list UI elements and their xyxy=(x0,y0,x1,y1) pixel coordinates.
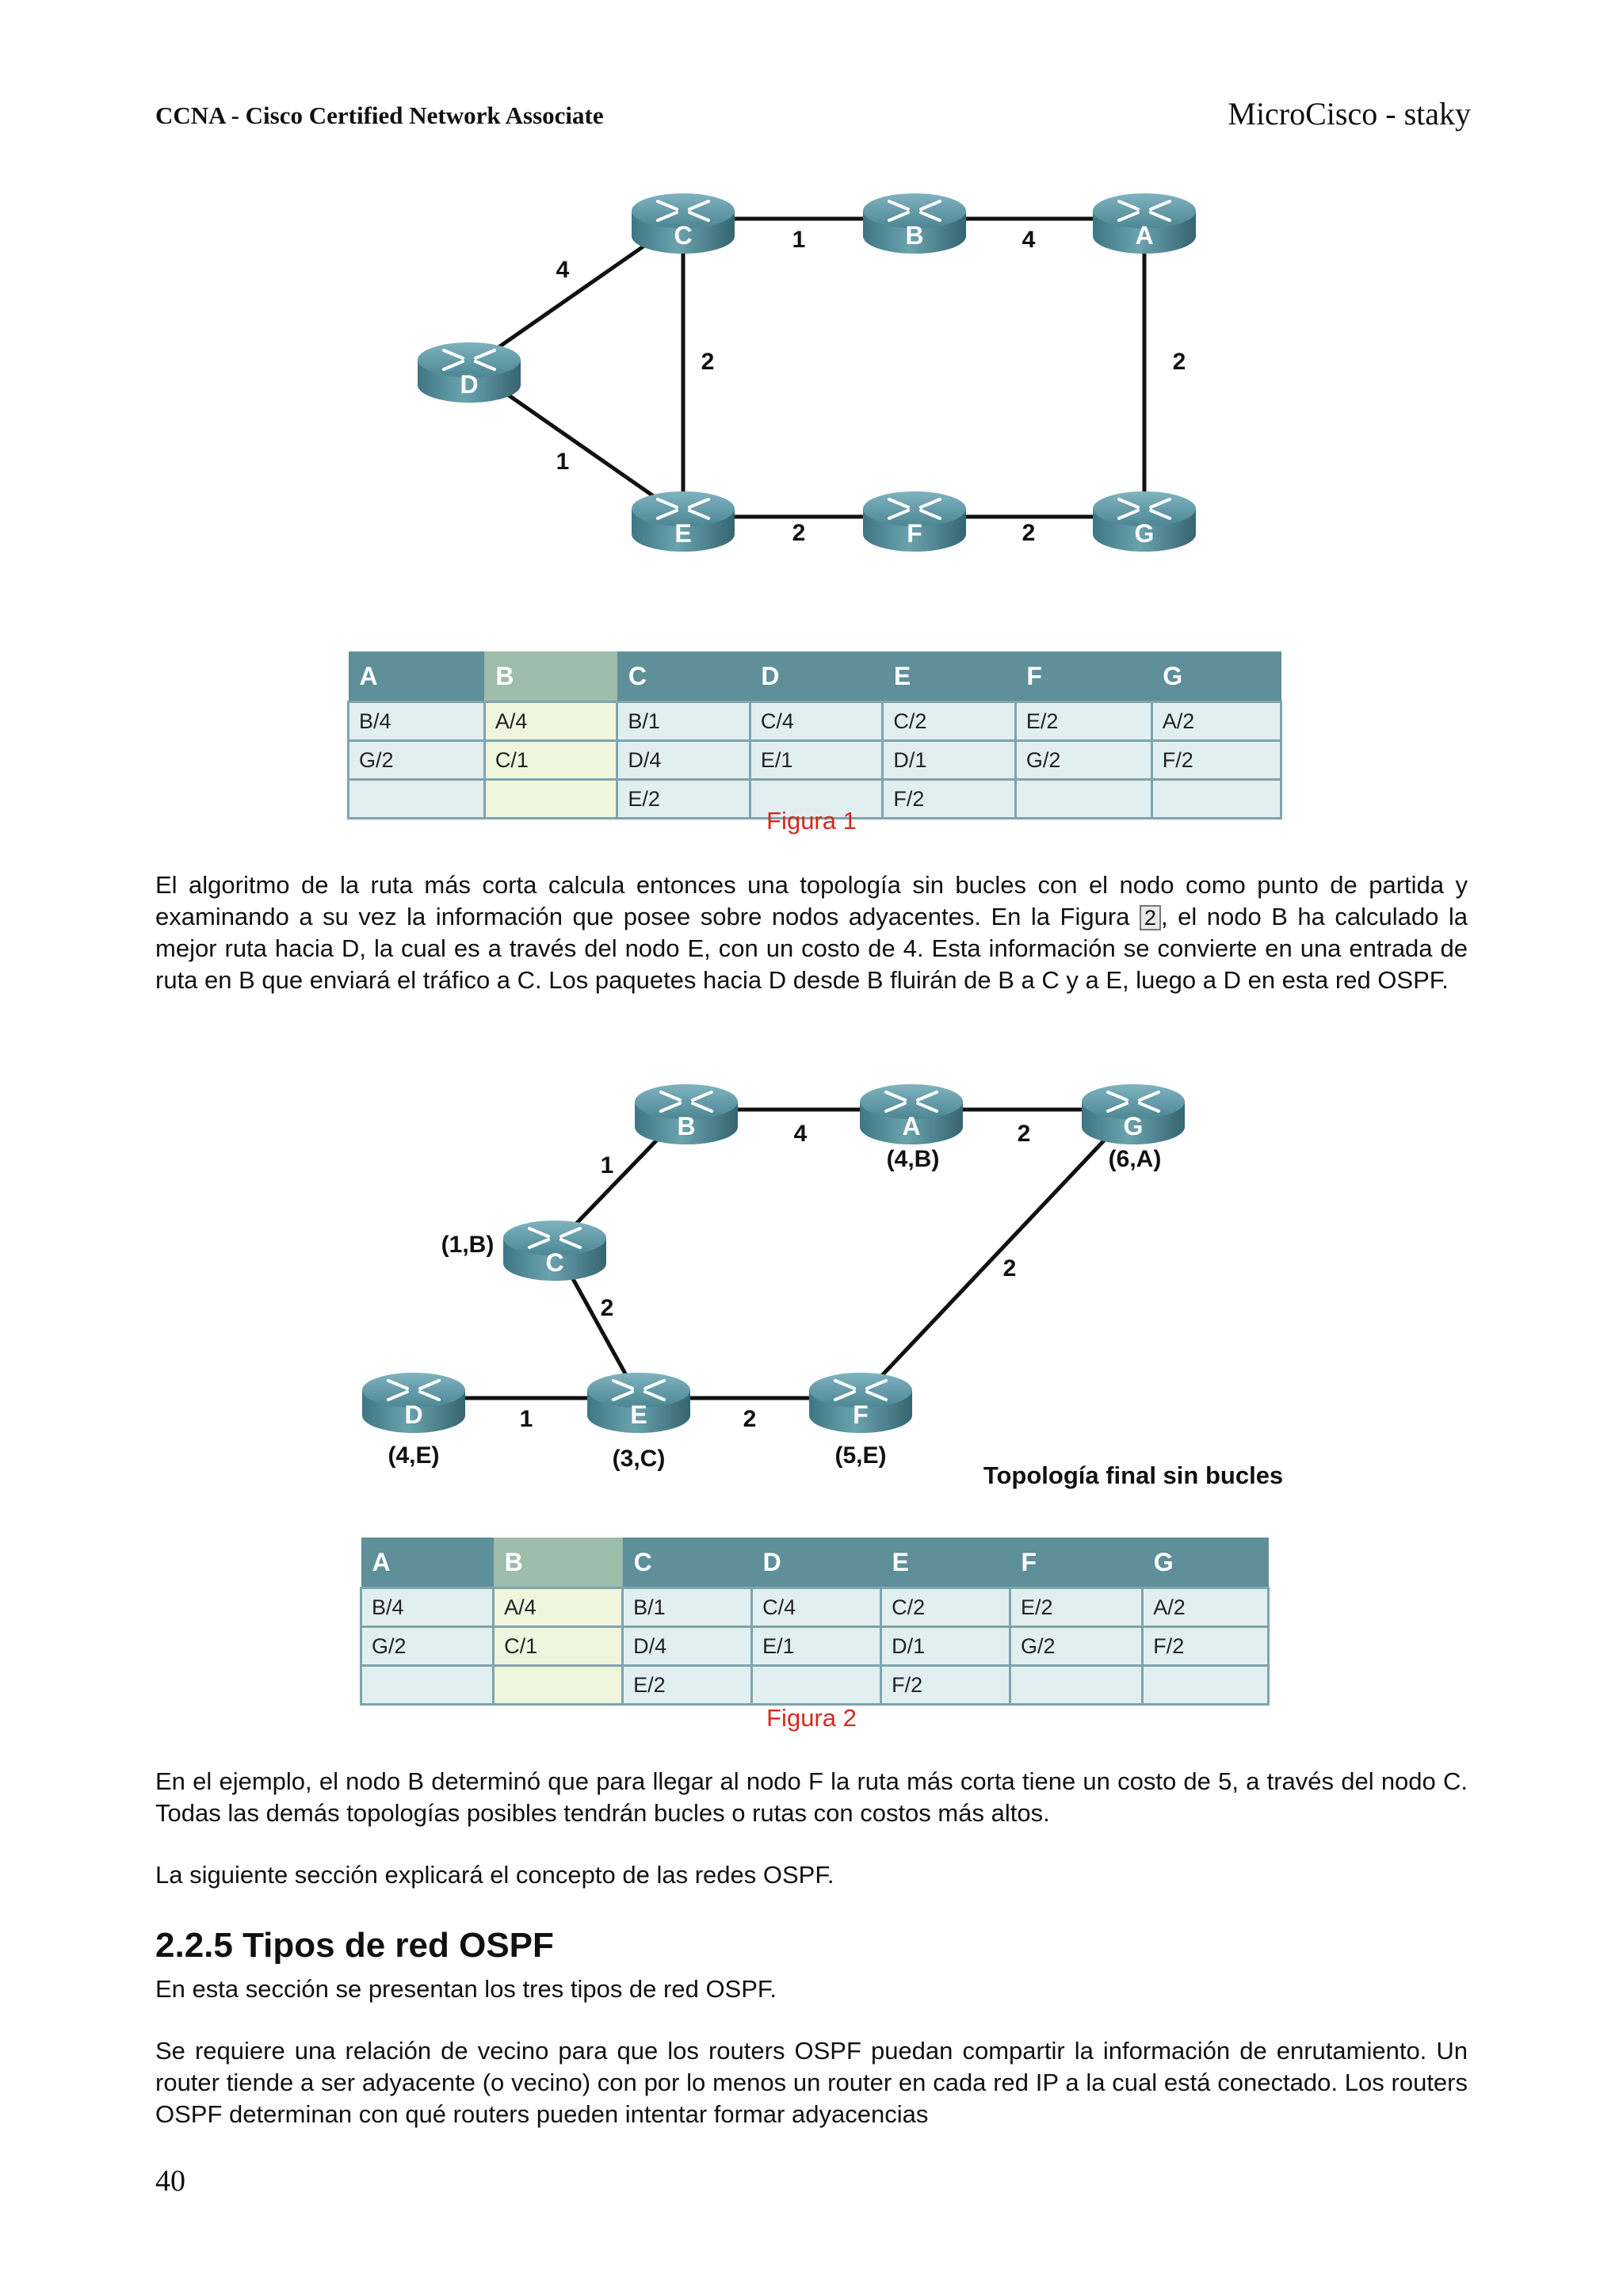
node-cost-label: (4,B) xyxy=(886,1146,940,1172)
link-cost: 4 xyxy=(1022,227,1036,253)
table-cell: B/4 xyxy=(349,702,485,741)
router-g xyxy=(1093,491,1196,552)
figure2-table xyxy=(360,1538,1270,1706)
table-cell: C/4 xyxy=(752,1588,881,1627)
figure1-table xyxy=(347,651,1282,819)
router-b xyxy=(635,1084,738,1144)
router-c xyxy=(503,1221,606,1281)
router-a xyxy=(860,1084,963,1144)
table-cell: E/1 xyxy=(750,741,883,780)
router-e xyxy=(587,1373,690,1433)
table-cell: A/4 xyxy=(494,1588,623,1627)
table-row xyxy=(349,741,1281,780)
router-label: E xyxy=(674,519,692,548)
table-header: E xyxy=(883,651,1016,702)
table-cell xyxy=(1143,1666,1269,1705)
table-cell: C/1 xyxy=(484,741,617,780)
paragraph-shortest-path xyxy=(155,869,1468,996)
table-cell: G/2 xyxy=(361,1627,494,1666)
table-cell: C/2 xyxy=(881,1588,1010,1627)
node-cost-label: (1,B) xyxy=(441,1232,495,1258)
table-header: E xyxy=(881,1538,1010,1588)
paragraph-next-section: La siguiente sección explicará el concepto de las redes OSPF. xyxy=(155,1861,834,1889)
node-cost-label: (4,E) xyxy=(388,1442,440,1469)
section-intro: En esta sección se presentan los tres tipos de red OSPF. xyxy=(155,1975,777,2003)
link-cost: 1 xyxy=(556,449,570,475)
router-label: A xyxy=(902,1112,921,1140)
paragraph-example: En el ejemplo, el nodo B determinó que para llegar al nodo F la ruta más corta tiene un costo de 5, a través del nodo C. Todas las demás topologías posibles tendrán bucles o rutas con costos más altos. xyxy=(155,1767,1468,1827)
section-body: Se requiere una relación de vecino para que los routers OSPF puedan compartir la información de enrutamiento. Un router tiende a ser adyacente (o vecino) con por lo menos un router en cada red IP a la cual está conectado. Los routers OSPF determinan con qué routers pueden intentar formar adyacencias xyxy=(155,2037,1468,2128)
table-cell: E/2 xyxy=(1010,1588,1143,1627)
link-cost: 2 xyxy=(792,520,806,546)
table-cell xyxy=(752,1666,881,1705)
router-label: B xyxy=(677,1112,696,1140)
paragraph-text: , el nodo B ha calculado la mejor ruta hacia D, la cual es a través del nodo E, con un costo de 4. Esta información se convierte en una entrada de ruta en B que enviará el tráfico a C. Los paquetes hacia D desde B fluirán de B a C y a E, luego a D en esta red OSPF. xyxy=(155,903,1468,994)
table-header: F xyxy=(1015,651,1151,702)
table-cell: E/2 xyxy=(623,1666,752,1705)
router-label: F xyxy=(853,1400,869,1429)
table-header-row xyxy=(349,651,1281,702)
figure-reference-link[interactable]: 2 xyxy=(1140,905,1161,930)
section-heading: 2.2.5 Tipos de red OSPF xyxy=(155,1926,554,1965)
table-header-row xyxy=(361,1538,1269,1588)
router-label: E xyxy=(630,1400,647,1429)
table-header: F xyxy=(1010,1538,1143,1588)
table-cell: D/4 xyxy=(617,741,750,780)
link-cost: 2 xyxy=(1017,1121,1031,1147)
node-cost-label: (6,A) xyxy=(1108,1146,1162,1172)
link-cost: 1 xyxy=(519,1406,533,1432)
router-d xyxy=(418,342,521,403)
table-cell: G/2 xyxy=(349,741,485,780)
table-header: D xyxy=(752,1538,881,1588)
table-row xyxy=(361,1588,1269,1627)
table-cell: B/4 xyxy=(361,1588,494,1627)
router-f xyxy=(809,1373,912,1433)
router-label: G xyxy=(1123,1112,1144,1140)
table-header: C xyxy=(617,651,750,702)
table-cell: F/2 xyxy=(883,780,1016,819)
table-cell: G/2 xyxy=(1015,741,1151,780)
router-label: G xyxy=(1134,519,1155,548)
router-label: D xyxy=(460,370,479,399)
table-header: A xyxy=(361,1538,494,1588)
table-cell: C/4 xyxy=(750,702,883,741)
router-label: A xyxy=(1135,221,1154,250)
topology-title: Topología final sin bucles xyxy=(983,1461,1284,1489)
figure1-caption: Figura 1 xyxy=(766,807,857,835)
table-header: D xyxy=(750,651,883,702)
table-cell: G/2 xyxy=(1010,1627,1143,1666)
link-cost: 2 xyxy=(1172,349,1186,375)
table-cell: A/2 xyxy=(1143,1588,1269,1627)
table-cell: A/4 xyxy=(484,702,617,741)
router-label: F xyxy=(907,519,922,548)
table-cell: F/2 xyxy=(1143,1627,1269,1666)
router-label: C xyxy=(674,221,693,250)
table-cell: E/1 xyxy=(752,1627,881,1666)
header-document-title: CCNA - Cisco Certified Network Associate xyxy=(155,101,604,129)
table-cell xyxy=(361,1666,494,1705)
router-f xyxy=(863,491,966,552)
link-cost: 2 xyxy=(1022,520,1036,546)
table-cell: D/4 xyxy=(623,1627,752,1666)
table-cell: B/1 xyxy=(623,1588,752,1627)
table-cell xyxy=(1010,1666,1143,1705)
node-cost-label: (5,E) xyxy=(834,1442,887,1469)
link-cost: 2 xyxy=(600,1295,614,1321)
table-header: A xyxy=(349,651,485,702)
router-d xyxy=(362,1373,465,1433)
table-header: G xyxy=(1151,651,1281,702)
link-cost: 1 xyxy=(600,1152,614,1179)
node-cost-label: (3,C) xyxy=(612,1446,666,1472)
table-cell: D/1 xyxy=(881,1627,1010,1666)
table-header: B xyxy=(484,651,617,702)
table-row xyxy=(361,1666,1269,1705)
link-cost: 2 xyxy=(701,349,715,375)
table-cell: F/2 xyxy=(1151,741,1281,780)
router-e xyxy=(632,491,735,552)
table-cell: C/1 xyxy=(494,1627,623,1666)
table-cell: E/2 xyxy=(617,780,750,819)
figure1-diagram xyxy=(0,159,1623,729)
table-header: B xyxy=(494,1538,623,1588)
link-cost: 2 xyxy=(743,1406,757,1432)
table-cell: E/2 xyxy=(1015,702,1151,741)
table-cell: A/2 xyxy=(1151,702,1281,741)
paragraph-text: El algoritmo de la ruta más corta calcula entonces una topología sin bucles con el nodo como punto de partida y examinando a su vez la información que posee sobre nodos adyacentes. En la Figura xyxy=(155,871,1468,930)
router-g xyxy=(1082,1084,1185,1144)
figure2-caption: Figura 2 xyxy=(766,1704,857,1732)
table-cell: F/2 xyxy=(881,1666,1010,1705)
table-cell: B/1 xyxy=(617,702,750,741)
link-cost: 1 xyxy=(792,227,806,253)
router-c xyxy=(632,193,735,254)
figure2-diagram xyxy=(0,1062,1623,1506)
table-header: G xyxy=(1143,1538,1269,1588)
table-cell xyxy=(494,1666,623,1705)
link-cost: 2 xyxy=(1002,1255,1017,1282)
router-b xyxy=(863,193,966,254)
router-a xyxy=(1093,193,1196,254)
table-row xyxy=(349,702,1281,741)
link-cost: 4 xyxy=(556,257,570,283)
table-header: C xyxy=(623,1538,752,1588)
router-label: C xyxy=(545,1248,564,1277)
page-number: 40 xyxy=(155,2164,185,2198)
router-label: B xyxy=(905,221,924,250)
table-row xyxy=(361,1627,1269,1666)
router-label: D xyxy=(404,1400,423,1429)
header-author: MicroCisco - staky xyxy=(1228,96,1471,132)
table-cell: D/1 xyxy=(883,741,1016,780)
link-cost: 4 xyxy=(793,1121,808,1147)
table-cell: C/2 xyxy=(883,702,1016,741)
